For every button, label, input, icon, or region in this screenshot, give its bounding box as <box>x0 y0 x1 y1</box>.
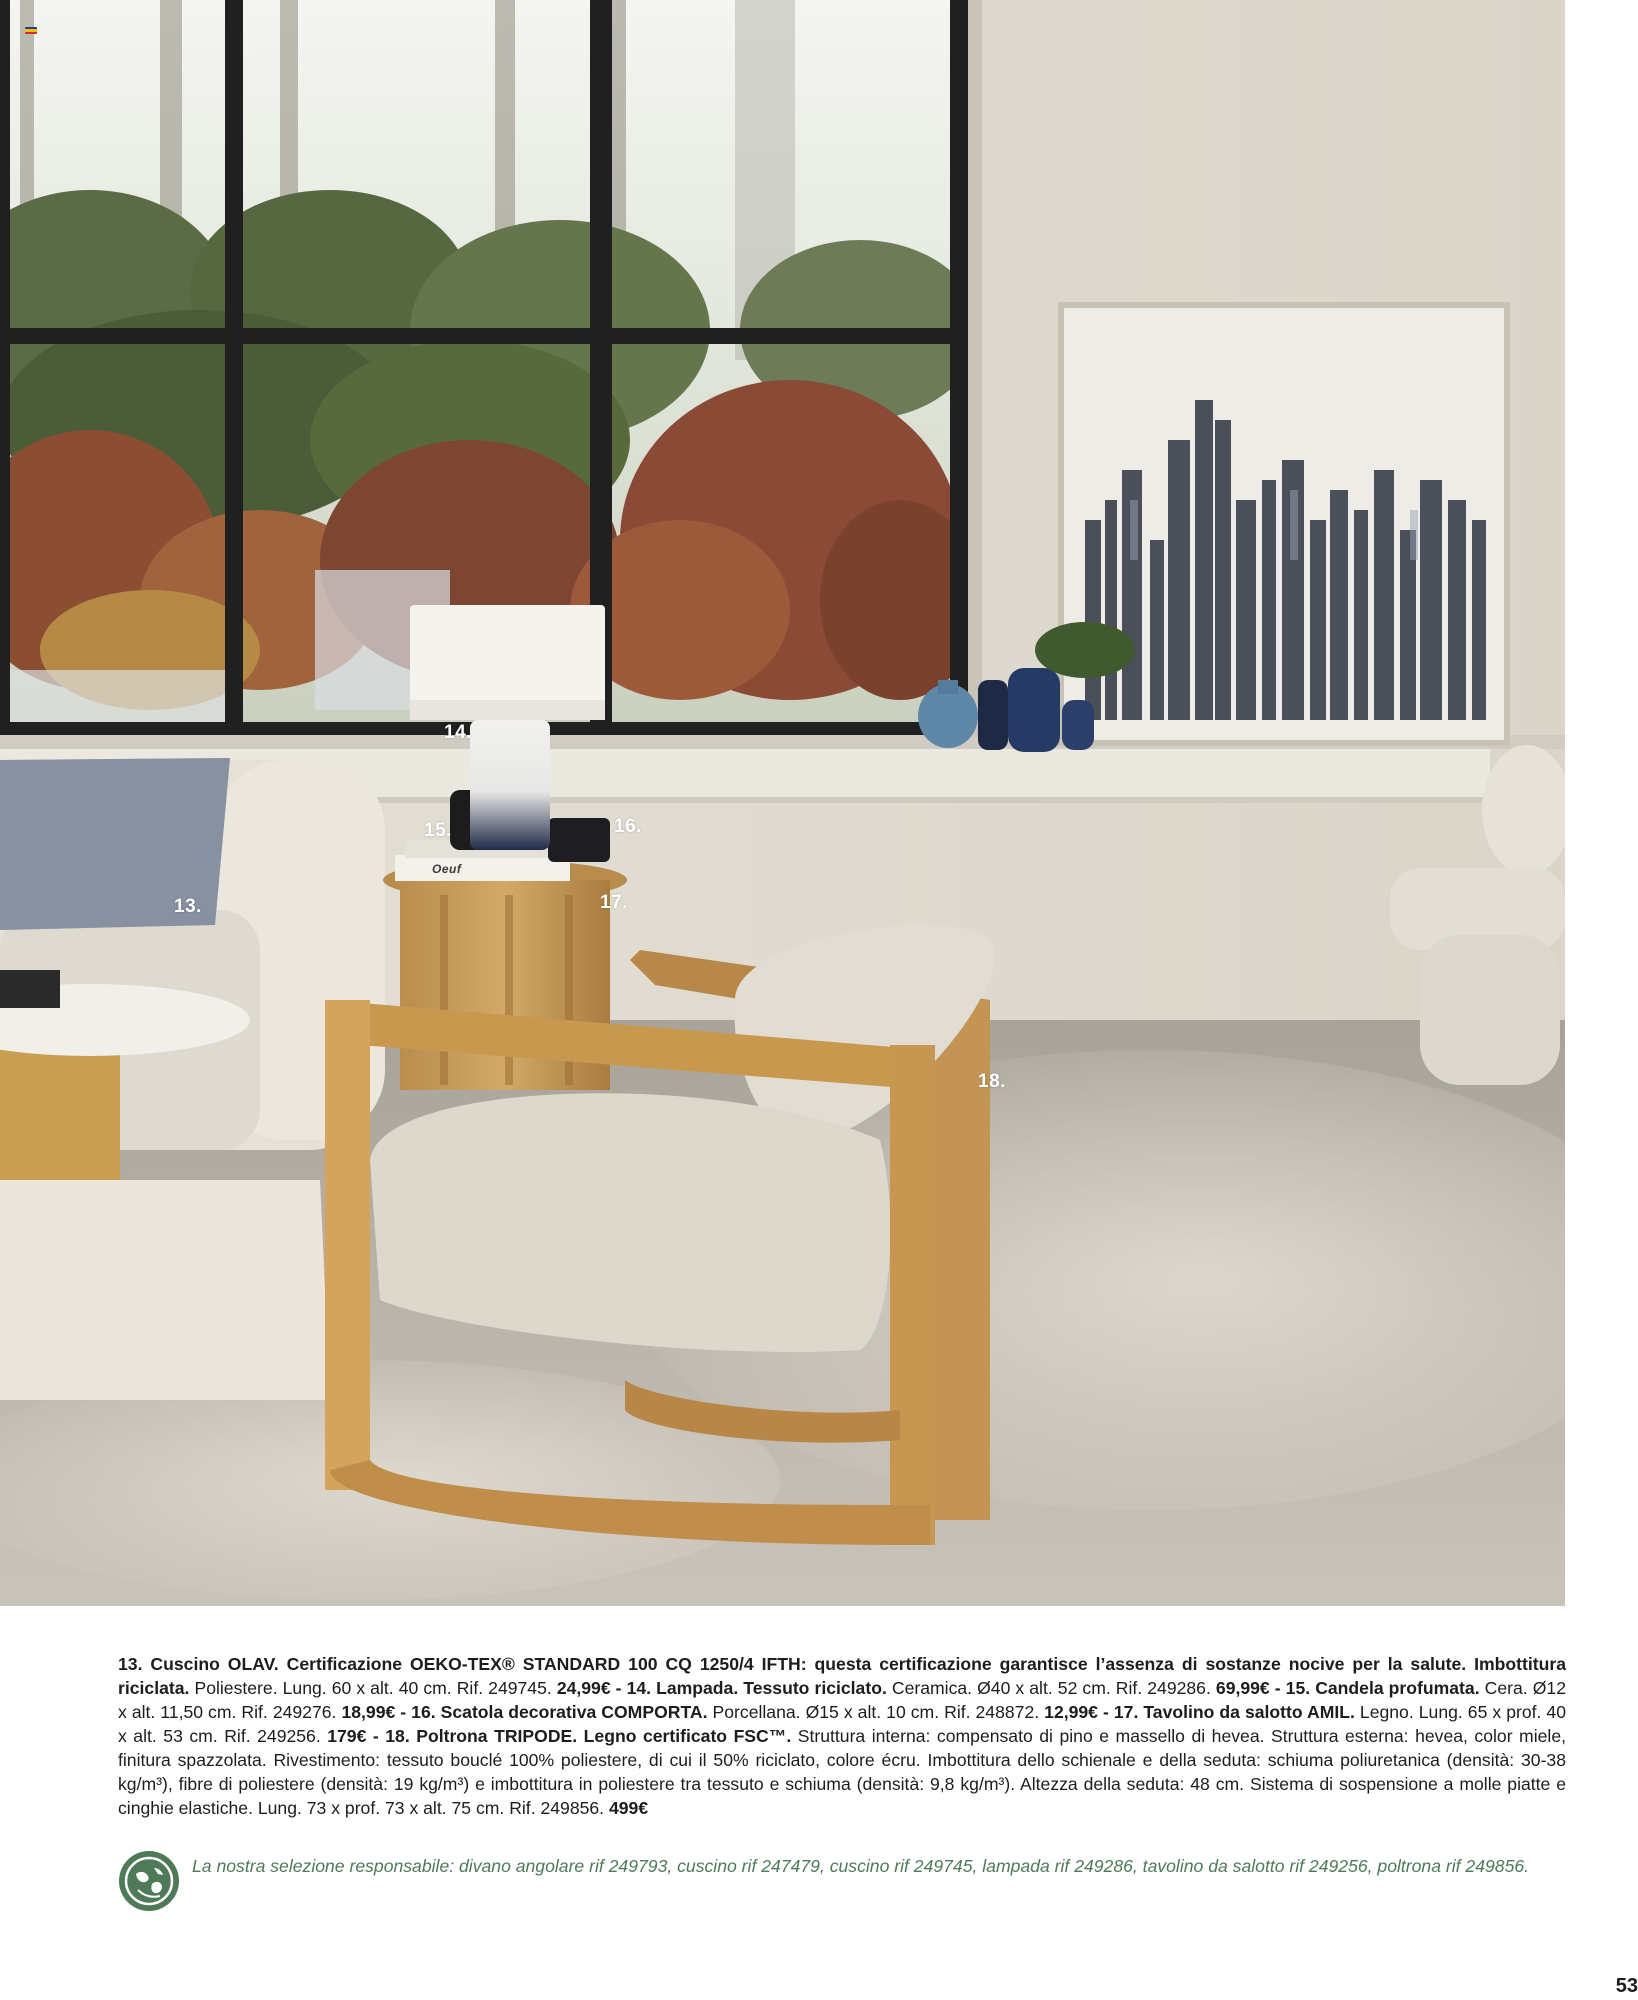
flag-icon <box>25 27 37 34</box>
artwork <box>1058 302 1510 746</box>
description-text: Poliestere. Lung. 60 x alt. 40 cm. Rif. 249745. <box>189 1678 557 1698</box>
callout-17: 17. <box>600 892 628 913</box>
callout-14: 14. <box>444 722 472 743</box>
callout-15: 15. <box>424 820 452 841</box>
description-bold: 13. Cuscino OLAV. Certificazione OEKO-TEX® STANDARD 100 CQ 1250/4 IFTH: questa certificazione garantisce l’assenza di sostanze nocive per la salute. Imbottitura riciclata. <box>118 1654 1566 1698</box>
price-armchair: 499€ <box>608 1798 649 1818</box>
description-bold: 18,99€ - 16. Scatola decorativa COMPORTA. <box>341 1702 708 1722</box>
globe-leaf-icon <box>118 1850 180 1912</box>
description-bold: 69,99€ - 15. Candela profumata. <box>1215 1678 1480 1698</box>
callout-13: 13. <box>174 896 202 917</box>
callout-16: 16. <box>614 816 642 837</box>
description-bold: 179€ - 18. Poltrona TRIPODE. Legno certificato FSC™. <box>327 1726 792 1746</box>
description-text: Struttura interna: compensato di pino e massello di hevea. Struttura esterna: hevea, color miele, finitura spazzolata. Rivestimento: tessuto bouclé 100% poliestere, di cui il 50% riciclato, colore écru. Imbottitura dello schienale e della seduta: schiuma poliuretanica (densità: 30-38 kg/m³), fibre di poliestere (densità: 19 kg/m³) e imbottitura in poliestere tra tessuto e schiuma (densità: 9,8 kg/m³). Altezza della seduta: 48 cm. Sistema di sospensione a molle piatte e cinghie elastiche. Lung. 73 x prof. 73 x alt. 75 cm. Rif. 249856. <box>118 1726 1566 1818</box>
description-text: Porcellana. Ø15 x alt. 10 cm. Rif. 248872. <box>707 1702 1045 1722</box>
product-description <box>118 1652 1566 1820</box>
book-spine-text: Oeuf <box>432 862 462 876</box>
description-text: Ceramica. Ø40 x alt. 52 cm. Rif. 249286. <box>886 1678 1216 1698</box>
page-number: 53 <box>1615 1975 1638 1997</box>
description-bold: 24,99€ - 14. Lampada. Tessuto riciclato. <box>556 1678 887 1698</box>
responsible-selection-text: La nostra selezione responsabile: divano angolare rif 249793, cuscino rif 247479, cuscino rif 249745, lampada rif 249286, tavolino da salotto rif 249256, poltrona rif 249856. <box>192 1856 1530 1876</box>
description-text: Legno. Lung. 65 x prof. 40 x alt. 53 cm. Rif. 249256. <box>118 1702 1567 1746</box>
responsible-selection <box>118 1848 1566 1912</box>
description-bold: 12,99€ - 17. Tavolino da salotto AMIL. <box>1044 1702 1355 1722</box>
flag-stripe <box>25 32 37 34</box>
description-text: Cera. Ø12 x alt. 11,50 cm. Rif. 249276. <box>118 1678 1566 1722</box>
callout-18: 18. <box>978 1071 1006 1092</box>
